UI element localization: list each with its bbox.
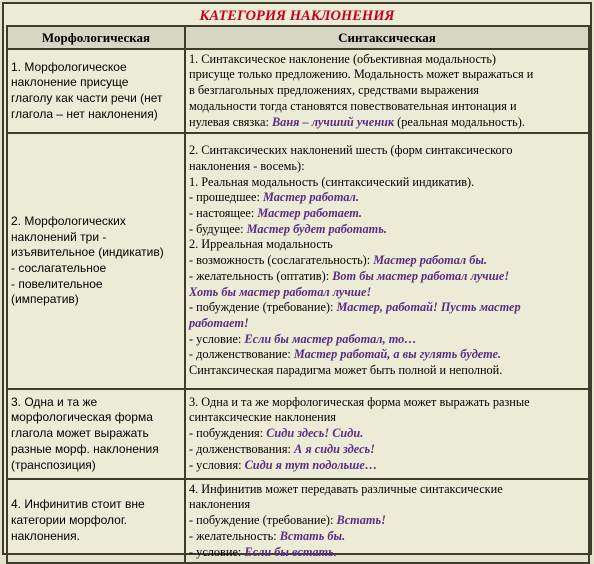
example-sentence: Мастер, работай! Пусть мастер xyxy=(336,300,521,315)
cell-line: 2. Морфологических xyxy=(11,213,126,228)
cell-line: разные морф. наклонения xyxy=(11,441,159,456)
page-frame xyxy=(2,2,592,559)
cell-line xyxy=(189,99,585,115)
line-text: - условие: xyxy=(189,544,245,559)
example-sentence: Мастер будет работать. xyxy=(246,221,387,236)
line-text: присуще только предложению. Модальность может выражаться и xyxy=(189,67,534,82)
example-sentence: работает! xyxy=(189,315,249,330)
example-sentence: Встать бы. xyxy=(279,528,346,543)
cell-line xyxy=(189,529,585,545)
table-row xyxy=(7,133,589,389)
line-text: 3. Одна и та же морфологическая форма может выражать разные xyxy=(189,394,530,409)
syntactic-cell xyxy=(185,49,589,133)
cell-line: 1. Морфологическое xyxy=(11,59,127,74)
morphological-cell xyxy=(7,479,185,563)
cell-line xyxy=(189,497,585,513)
cell-line xyxy=(189,482,585,498)
line-text: синтаксические наклонения xyxy=(189,410,336,425)
line-text: модальности тогда становятся повествовательная интонация и xyxy=(189,98,517,113)
line-text: в безглагольных предложениях, средствами выражения xyxy=(189,83,479,98)
example-sentence: Мастер работает. xyxy=(257,206,362,221)
header-morphological: Морфологическая xyxy=(7,26,185,49)
line-text: - долженствования: xyxy=(189,441,295,456)
cell-line: - сослагательное xyxy=(11,261,107,275)
cell-line xyxy=(189,513,585,529)
example-sentence: А я сиди здесь! xyxy=(294,441,375,456)
cell-line xyxy=(189,269,585,285)
cell-line: наклонений три - xyxy=(11,229,107,244)
example-sentence: Если бы мастер работал, то… xyxy=(244,331,417,346)
cell-line: глагола – нет наклонения) xyxy=(11,106,158,121)
line-text: - будущее: xyxy=(189,221,247,236)
line-text: 1. Реальная модальность (синтаксический индикатив). xyxy=(189,174,475,189)
cell-line xyxy=(189,285,585,301)
line-text: наклонения - восемь): xyxy=(189,158,305,173)
line-text: - настоящее: xyxy=(189,206,258,221)
syntactic-cell xyxy=(185,479,589,563)
example-sentence: Мастер работал. xyxy=(262,190,359,205)
syntactic-cell xyxy=(185,389,589,479)
cell-line xyxy=(189,190,585,206)
example-sentence: Сиди я тут подольше… xyxy=(244,457,378,472)
example-sentence: Вот бы мастер работал лучше! xyxy=(332,268,510,283)
cell-line: морфологическая форма xyxy=(11,410,153,425)
line-text: - побуждение (требование): xyxy=(189,300,337,315)
cell-line: (транспозиция) xyxy=(11,457,96,472)
example-sentence: Мастер работай, а вы гулять будете. xyxy=(293,347,502,362)
cell-line: 3. Одна и та же xyxy=(11,394,98,409)
example-sentence: Сиди здесь! Сиди. xyxy=(266,426,364,441)
line-text: - побуждение (требование): xyxy=(189,513,337,528)
cell-line xyxy=(189,253,585,269)
cell-line: наклонения. xyxy=(11,528,80,543)
syntactic-cell xyxy=(185,133,589,389)
example-sentence: Ваня – лучший ученик xyxy=(271,114,395,129)
cell-line xyxy=(189,222,585,238)
cell-line xyxy=(189,458,585,474)
cell-line xyxy=(189,545,585,561)
line-text: 1. Синтаксическое наклонение (объективная модальность) xyxy=(189,51,497,66)
line-text: Синтаксическая парадигма может быть полной и неполной. xyxy=(189,363,503,378)
line-text: - возможность (сослагательность): xyxy=(189,253,374,268)
cell-line xyxy=(189,115,585,131)
cell-line xyxy=(189,426,585,442)
cell-line: 4. Инфинитив стоит вне xyxy=(11,497,145,512)
cell-line xyxy=(189,143,585,159)
cell-line xyxy=(189,347,585,363)
cell-line: категории морфолог. xyxy=(11,513,128,528)
comparison-table xyxy=(6,25,590,564)
table-row xyxy=(7,49,589,133)
cell-line xyxy=(189,442,585,458)
line-text: 2. Ирреальная модальность xyxy=(189,237,333,252)
cell-line: изъявительное (индикатив) xyxy=(11,245,164,260)
line-text: нулевая связка: xyxy=(189,114,272,129)
cell-line xyxy=(189,316,585,332)
cell-line: глаголу как части речи (нет xyxy=(11,91,163,105)
line-text-tail: (реальная модальность). xyxy=(394,114,525,129)
line-text: 4. Инфинитив может передавать различные синтаксические xyxy=(189,481,503,496)
cell-line: глагола может выражать xyxy=(11,426,149,441)
cell-line xyxy=(189,83,585,99)
line-text: - желательность (оптатив): xyxy=(189,268,333,283)
cell-line xyxy=(189,67,585,83)
example-sentence: Встать! xyxy=(336,513,386,528)
line-text: - долженствование: xyxy=(189,347,294,362)
line-text: - желательность: xyxy=(189,528,280,543)
cell-line xyxy=(189,52,585,68)
cell-line xyxy=(189,395,585,411)
cell-line: - повелительное xyxy=(11,276,103,291)
example-sentence: Хоть бы мастер работал лучше! xyxy=(189,284,372,299)
line-text: 2. Синтаксических наклонений шесть (форм синтаксического xyxy=(189,143,513,158)
line-text: наклонения xyxy=(189,497,251,512)
morphological-cell xyxy=(7,133,185,389)
cell-line xyxy=(189,410,585,426)
cell-line: (императив) xyxy=(11,292,79,307)
table-row xyxy=(7,389,589,479)
header-syntactic: Синтаксическая xyxy=(185,26,589,49)
cell-line: наклонение присуще xyxy=(11,75,129,90)
header-row xyxy=(7,26,589,49)
morphological-cell xyxy=(7,49,185,133)
cell-line xyxy=(189,300,585,316)
morphological-cell xyxy=(7,389,185,479)
cell-line xyxy=(189,159,585,175)
cell-line xyxy=(189,175,585,191)
line-text: - побуждения: xyxy=(189,426,267,441)
example-sentence: Мастер работал бы. xyxy=(373,253,487,268)
cell-line xyxy=(189,237,585,253)
table-row xyxy=(7,479,589,563)
example-sentence: Если бы встать. xyxy=(244,544,337,559)
cell-line xyxy=(189,206,585,222)
cell-line xyxy=(189,363,585,379)
line-text: - условие: xyxy=(189,331,245,346)
page-title: КАТЕГОРИЯ НАКЛОНЕНИЯ xyxy=(199,8,395,24)
line-text: - прошедшее: xyxy=(189,190,263,205)
line-text: - условия: xyxy=(189,457,245,472)
cell-line xyxy=(189,332,585,348)
